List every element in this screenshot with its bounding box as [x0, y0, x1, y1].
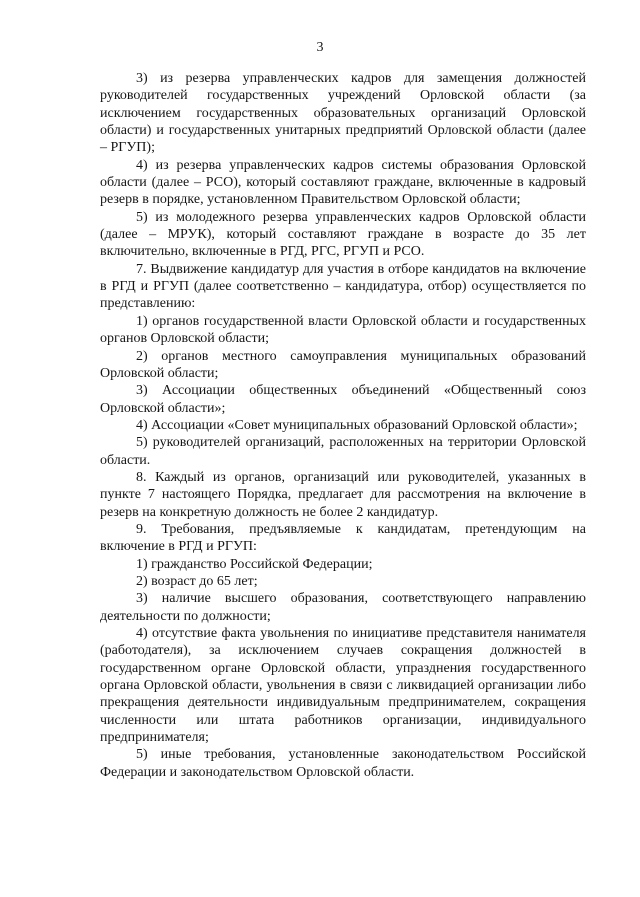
paragraph-rso: 4) из резерва управленческих кадров системы образования Орловской области (далее – РСО), который составляют граждане, включенные в кадровый резерв в порядке, установленном Правительством Орловской области; [100, 157, 586, 208]
paragraph-requirement-4: 4) отсутствие факта увольнения по инициативе представителя нанимателя (работодателя), за исключением случаев сокращения должностей в государственном органе Орловской области, упразднения государственного органа Орловской области, увольнения в связи с ликвидацией организации либо прекращения деятельности индивидуальным предпринимателем, сокращения численности или штата работников организации, индивидуального предпринимателя; [100, 626, 586, 746]
paragraph-rgup: 3) из резерва управленческих кадров для замещения должностей руководителей государственных учреждений Орловской области (за исключением государственных образовательных организаций Орловской области) и государственных унитарных предприятий Орловской области (далее – РГУП); [100, 71, 586, 156]
paragraph-clause-8: 8. Каждый из органов, организаций или руководителей, указанных в пункте 7 настоящего Порядка, предлагает для рассмотрения на включение в резерв на конкретную должность не более 2 кандидатур. [100, 469, 586, 520]
paragraph-requirement-2: 2) возраст до 65 лет; [136, 573, 258, 589]
paragraph-nomination-5: 5) руководителей организаций, расположенных на территории Орловской области. [100, 435, 586, 468]
paragraph-clause-7: 7. Выдвижение кандидатур для участия в отборе кандидатов на включение в РГД и РГУП (далее соответственно – кандидатура, отбор) осуществляется по представлению: [100, 261, 586, 312]
document-body [100, 70, 586, 781]
paragraph-requirement-3: 3) наличие высшего образования, соответствующего направлению деятельности по должности; [100, 591, 586, 624]
paragraph-requirement-1: 1) гражданство Российской Федерации; [136, 556, 373, 572]
paragraph-nomination-1: 1) органов государственной власти Орловской области и государственных органов Орловской области; [100, 313, 586, 347]
paragraph-nomination-4: 4) Ассоциации «Совет муниципальных образований Орловской области»; [136, 417, 578, 433]
paragraph-mruk: 5) из молодежного резерва управленческих кадров Орловской области (далее – МРУК), который составляют граждане в возрасте до 35 лет включительно, включенные в РГД, РГС, РГУП и РСО. [100, 209, 586, 260]
paragraph-requirement-5: 5) иные требования, установленные законодательством Российской Федерации и законодательством Орловской области. [100, 747, 586, 780]
paragraph-nomination-3: 3) Ассоциации общественных объединений «Общественный союз Орловской области»; [100, 383, 586, 416]
page-number: 3 [316, 40, 324, 55]
paragraph-nomination-2: 2) органов местного самоуправления муниципальных образований Орловской области; [100, 348, 586, 381]
paragraph-clause-9: 9. Требования, предъявляемые к кандидатам, претендующим на включение в РГД и РГУП: [100, 521, 586, 555]
